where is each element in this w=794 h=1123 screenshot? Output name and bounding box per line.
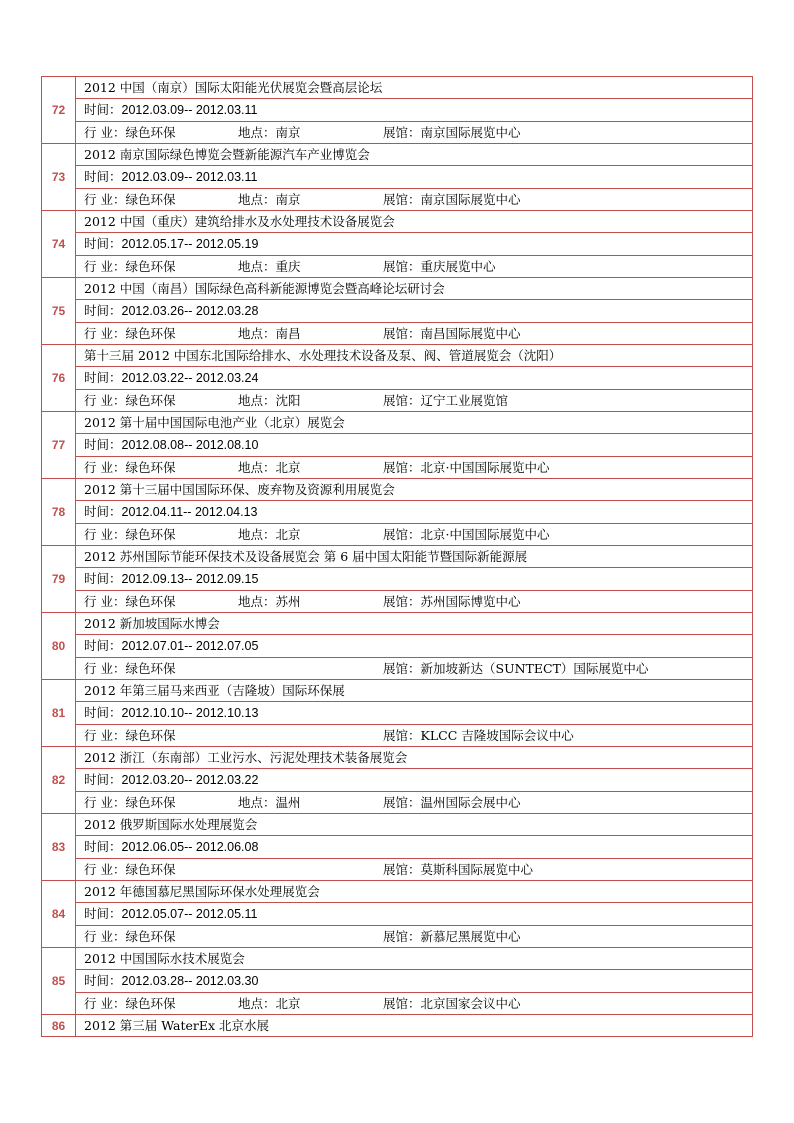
time-row (42, 769, 753, 792)
time-row (42, 367, 753, 390)
venue-label: 展馆： (383, 527, 421, 542)
info-row (42, 457, 753, 479)
exhibition-entry (42, 881, 753, 903)
industry-field (84, 390, 238, 411)
industry-value: 绿色环保 (125, 929, 176, 944)
industry-value: 绿色环保 (125, 393, 176, 408)
exhibition-entry (42, 546, 753, 568)
info-row (42, 591, 753, 613)
time-row (42, 99, 753, 122)
entry-number: 83 (42, 814, 76, 881)
venue-field (383, 996, 521, 1011)
industry-field (84, 122, 238, 143)
info-cell (76, 457, 753, 479)
venue-value: 新慕尼黑展览中心 (420, 929, 521, 944)
time-cell (76, 903, 753, 926)
location-label: 地点： (238, 326, 276, 341)
entry-number: 75 (42, 278, 76, 345)
exhibition-entry (42, 747, 753, 769)
venue-value: 南京国际展览中心 (420, 192, 521, 207)
venue-label: 展馆： (383, 862, 421, 877)
venue-field (383, 929, 521, 944)
time-value: 2012.03.26-- 2012.03.28 (121, 304, 259, 318)
venue-label: 展馆： (383, 192, 421, 207)
time-value: 2012.05.17-- 2012.05.19 (121, 237, 259, 251)
exhibition-title: 2012 中国（南京）国际太阳能光伏展览会暨高层论坛 (76, 77, 753, 99)
venue-label: 展馆： (383, 728, 421, 743)
time-value: 2012.07.01-- 2012.07.05 (121, 639, 259, 653)
info-cell (76, 658, 753, 680)
time-label: 时间： (84, 169, 122, 184)
venue-label: 展馆： (383, 460, 421, 475)
time-label: 时间： (84, 973, 122, 988)
industry-label: 行 业： (84, 594, 126, 609)
exhibition-entry (42, 211, 753, 233)
exhibition-entry (42, 948, 753, 970)
venue-field (383, 192, 521, 207)
exhibition-entry (42, 278, 753, 300)
venue-field (383, 125, 521, 140)
location-field (238, 524, 383, 545)
exhibition-title: 2012 南京国际绿色博览会暨新能源汽车产业博览会 (76, 144, 753, 166)
time-row (42, 233, 753, 256)
location-value: 南昌 (275, 326, 301, 341)
location-label: 地点： (238, 125, 276, 140)
location-value: 北京 (275, 996, 301, 1011)
exhibition-entry (42, 77, 753, 99)
venue-label: 展馆： (383, 661, 421, 676)
info-cell (76, 256, 753, 278)
industry-field (84, 725, 238, 746)
location-label: 地点： (238, 795, 276, 810)
industry-field (84, 256, 238, 277)
info-row (42, 122, 753, 144)
entry-number: 79 (42, 546, 76, 613)
exhibition-entry (42, 1015, 753, 1037)
time-cell (76, 635, 753, 658)
location-value: 温州 (275, 795, 301, 810)
time-label: 时间： (84, 504, 122, 519)
venue-value: 新加坡新达（SUNTECT）国际展览中心 (420, 661, 649, 676)
industry-field (84, 189, 238, 210)
venue-field (383, 728, 574, 743)
location-field (238, 591, 383, 612)
info-cell (76, 792, 753, 814)
industry-label: 行 业： (84, 795, 126, 810)
time-value: 2012.03.09-- 2012.03.11 (121, 170, 258, 184)
time-row (42, 501, 753, 524)
exhibition-title: 第十三届 2012 中国东北国际给排水、水处理技术设备及泵、阀、管道展览会（沈阳） (76, 345, 753, 367)
time-label: 时间： (84, 370, 122, 385)
industry-label: 行 业： (84, 460, 126, 475)
venue-label: 展馆： (383, 326, 421, 341)
industry-field (84, 792, 238, 813)
industry-label: 行 业： (84, 125, 126, 140)
time-row (42, 970, 753, 993)
venue-label: 展馆： (383, 929, 421, 944)
location-value: 苏州 (275, 594, 301, 609)
info-row (42, 390, 753, 412)
industry-value: 绿色环保 (125, 728, 176, 743)
industry-value: 绿色环保 (125, 192, 176, 207)
venue-value: 重庆展览中心 (420, 259, 496, 274)
venue-field (383, 594, 521, 609)
exhibition-entry (42, 479, 753, 501)
location-value: 沈阳 (275, 393, 301, 408)
industry-field (84, 591, 238, 612)
time-cell (76, 166, 753, 189)
venue-value: 北京·中国国际展览中心 (420, 527, 550, 542)
info-cell (76, 591, 753, 613)
time-value: 2012.03.20-- 2012.03.22 (121, 773, 259, 787)
industry-value: 绿色环保 (125, 795, 176, 810)
venue-field (383, 259, 496, 274)
time-row (42, 903, 753, 926)
venue-value: 北京国家会议中心 (420, 996, 521, 1011)
location-field (238, 993, 383, 1014)
location-label: 地点： (238, 259, 276, 274)
industry-field (84, 926, 238, 947)
exhibition-title: 2012 中国国际水技术展览会 (76, 948, 753, 970)
time-value: 2012.04.11-- 2012.04.13 (121, 505, 258, 519)
location-value: 南京 (275, 192, 301, 207)
info-row (42, 859, 753, 881)
location-value: 重庆 (275, 259, 301, 274)
exhibition-title: 2012 年第三届马来西亚（吉隆坡）国际环保展 (76, 680, 753, 702)
exhibition-entry (42, 680, 753, 702)
info-row (42, 524, 753, 546)
time-value: 2012.08.08-- 2012.08.10 (121, 438, 259, 452)
time-label: 时间： (84, 303, 122, 318)
industry-value: 绿色环保 (125, 259, 176, 274)
venue-value: 南昌国际展览中心 (420, 326, 521, 341)
industry-label: 行 业： (84, 259, 126, 274)
venue-label: 展馆： (383, 996, 421, 1011)
time-label: 时间： (84, 839, 122, 854)
location-field (238, 323, 383, 344)
time-value: 2012.10.10-- 2012.10.13 (121, 706, 259, 720)
location-field (238, 122, 383, 143)
exhibition-entry (42, 144, 753, 166)
industry-value: 绿色环保 (125, 862, 176, 877)
industry-label: 行 业： (84, 929, 126, 944)
venue-label: 展馆： (383, 795, 421, 810)
industry-value: 绿色环保 (125, 996, 176, 1011)
entry-number: 76 (42, 345, 76, 412)
exhibition-title: 2012 新加坡国际水博会 (76, 613, 753, 635)
venue-value: 南京国际展览中心 (420, 125, 521, 140)
location-field (238, 457, 383, 478)
industry-field (84, 457, 238, 478)
time-value: 2012.06.05-- 2012.06.08 (121, 840, 259, 854)
location-label: 地点： (238, 527, 276, 542)
industry-field (84, 323, 238, 344)
time-cell (76, 300, 753, 323)
venue-field (383, 527, 550, 542)
venue-value: 苏州国际博览中心 (420, 594, 521, 609)
time-row (42, 702, 753, 725)
time-cell (76, 99, 753, 122)
exhibition-entry (42, 613, 753, 635)
location-label: 地点： (238, 996, 276, 1011)
time-label: 时间： (84, 906, 122, 921)
industry-field (84, 859, 238, 880)
venue-value: 辽宁工业展览馆 (420, 393, 509, 408)
time-row (42, 635, 753, 658)
entry-number: 74 (42, 211, 76, 278)
time-row (42, 300, 753, 323)
time-value: 2012.03.28-- 2012.03.30 (121, 974, 259, 988)
industry-value: 绿色环保 (125, 661, 176, 676)
exhibition-title: 2012 俄罗斯国际水处理展览会 (76, 814, 753, 836)
venue-field (383, 393, 508, 408)
location-value: 北京 (275, 460, 301, 475)
industry-label: 行 业： (84, 192, 126, 207)
entry-number: 80 (42, 613, 76, 680)
entry-number: 84 (42, 881, 76, 948)
industry-label: 行 业： (84, 326, 126, 341)
info-row (42, 792, 753, 814)
venue-field (383, 460, 550, 475)
exhibition-entry (42, 345, 753, 367)
exhibition-entry (42, 412, 753, 434)
time-row (42, 836, 753, 859)
location-label: 地点： (238, 393, 276, 408)
venue-label: 展馆： (383, 259, 421, 274)
venue-label: 展馆： (383, 125, 421, 140)
exhibition-title: 2012 浙江（东南部）工业污水、污泥处理技术装备展览会 (76, 747, 753, 769)
info-cell (76, 122, 753, 144)
time-cell (76, 702, 753, 725)
venue-value: 北京·中国国际展览中心 (420, 460, 550, 475)
info-row (42, 323, 753, 345)
time-cell (76, 769, 753, 792)
info-cell (76, 725, 753, 747)
time-label: 时间： (84, 437, 122, 452)
industry-value: 绿色环保 (125, 326, 176, 341)
time-label: 时间： (84, 102, 122, 117)
time-row (42, 434, 753, 457)
exhibition-table (41, 76, 753, 1037)
info-row (42, 725, 753, 747)
venue-label: 展馆： (383, 594, 421, 609)
location-field (238, 390, 383, 411)
location-field (238, 189, 383, 210)
time-row (42, 568, 753, 591)
time-label: 时间： (84, 705, 122, 720)
info-cell (76, 189, 753, 211)
venue-field (383, 326, 521, 341)
venue-field (383, 661, 648, 676)
industry-value: 绿色环保 (125, 527, 176, 542)
time-value: 2012.03.22-- 2012.03.24 (121, 371, 259, 385)
info-cell (76, 926, 753, 948)
location-field (238, 792, 383, 813)
industry-label: 行 业： (84, 996, 126, 1011)
time-row (42, 166, 753, 189)
location-field (238, 256, 383, 277)
time-cell (76, 836, 753, 859)
entry-number: 81 (42, 680, 76, 747)
entry-number: 86 (42, 1015, 76, 1037)
venue-value: KLCC 吉隆坡国际会议中心 (420, 728, 574, 743)
industry-label: 行 业： (84, 527, 126, 542)
info-cell (76, 993, 753, 1015)
exhibition-title: 2012 年德国慕尼黑国际环保水处理展览会 (76, 881, 753, 903)
time-label: 时间： (84, 772, 122, 787)
venue-value: 温州国际会展中心 (420, 795, 521, 810)
industry-field (84, 658, 238, 679)
industry-label: 行 业： (84, 862, 126, 877)
time-cell (76, 568, 753, 591)
time-label: 时间： (84, 236, 122, 251)
time-value: 2012.05.07-- 2012.05.11 (121, 907, 258, 921)
exhibition-title: 2012 第十三届中国国际环保、废弃物及资源利用展览会 (76, 479, 753, 501)
exhibition-title: 2012 第三届 WaterEx 北京水展 (76, 1015, 753, 1037)
info-cell (76, 859, 753, 881)
location-label: 地点： (238, 460, 276, 475)
exhibition-entry (42, 814, 753, 836)
time-value: 2012.09.13-- 2012.09.15 (121, 572, 259, 586)
time-label: 时间： (84, 571, 122, 586)
industry-field (84, 524, 238, 545)
industry-label: 行 业： (84, 393, 126, 408)
info-row (42, 189, 753, 211)
exhibition-title: 2012 中国（南昌）国际绿色高科新能源博览会暨高峰论坛研讨会 (76, 278, 753, 300)
info-row (42, 926, 753, 948)
info-cell (76, 390, 753, 412)
info-row (42, 993, 753, 1015)
entry-number: 85 (42, 948, 76, 1015)
time-cell (76, 367, 753, 390)
location-label: 地点： (238, 192, 276, 207)
info-row (42, 658, 753, 680)
entry-number: 77 (42, 412, 76, 479)
location-label: 地点： (238, 594, 276, 609)
industry-value: 绿色环保 (125, 594, 176, 609)
time-cell (76, 501, 753, 524)
exhibition-title: 2012 中国（重庆）建筑给排水及水处理技术设备展览会 (76, 211, 753, 233)
industry-value: 绿色环保 (125, 460, 176, 475)
exhibition-title: 2012 第十届中国国际电池产业（北京）展览会 (76, 412, 753, 434)
time-cell (76, 970, 753, 993)
time-value: 2012.03.09-- 2012.03.11 (121, 103, 258, 117)
venue-field (383, 795, 521, 810)
entry-number: 73 (42, 144, 76, 211)
entry-number: 72 (42, 77, 76, 144)
industry-value: 绿色环保 (125, 125, 176, 140)
entry-number: 78 (42, 479, 76, 546)
info-row (42, 256, 753, 278)
location-value: 北京 (275, 527, 301, 542)
info-cell (76, 524, 753, 546)
time-cell (76, 233, 753, 256)
venue-value: 莫斯科国际展览中心 (420, 862, 534, 877)
venue-label: 展馆： (383, 393, 421, 408)
time-label: 时间： (84, 638, 122, 653)
industry-label: 行 业： (84, 661, 126, 676)
entry-number: 82 (42, 747, 76, 814)
industry-field (84, 993, 238, 1014)
location-value: 南京 (275, 125, 301, 140)
exhibition-title: 2012 苏州国际节能环保技术及设备展览会 第 6 届中国太阳能节暨国际新能源展 (76, 546, 753, 568)
venue-field (383, 862, 533, 877)
time-cell (76, 434, 753, 457)
industry-label: 行 业： (84, 728, 126, 743)
info-cell (76, 323, 753, 345)
